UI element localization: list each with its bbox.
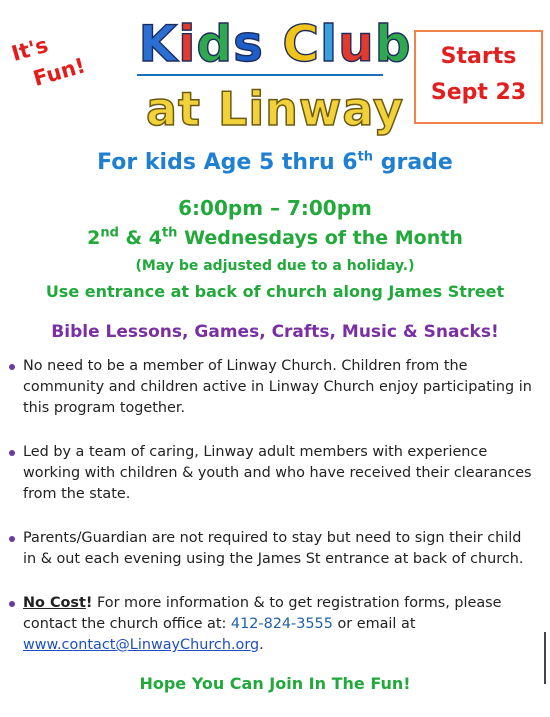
title-letter: C (282, 15, 321, 73)
title-letter: i (178, 15, 197, 73)
bullet-dot-icon (9, 450, 15, 456)
its-fun-line1: It's (8, 32, 51, 66)
activities-list: Bible Lessons, Games, Crafts, Music & Snacks! (51, 322, 499, 342)
age-grade: grade (373, 150, 453, 175)
days-n1: 2 (87, 227, 101, 249)
age-text: For kids Age 5 thru 6 (97, 150, 358, 175)
title-letter (264, 14, 282, 74)
its-fun-line2: Fun! (30, 53, 88, 91)
age-sup: th (357, 149, 374, 165)
final-period: . (259, 637, 264, 653)
days-mid: & 4 (118, 227, 162, 249)
title-letter: K (138, 15, 179, 73)
closing-line: Hope You Can Join In The Fun! (139, 674, 411, 693)
meeting-time: 6:00pm – 7:00pm (178, 196, 372, 220)
bullet-text: No need to be a member of Linway Church. Children from the community and children active in Linway Church enjoy participating in this program together. (23, 358, 532, 416)
phone-number[interactable]: 412-824-3555 (230, 616, 333, 632)
at-linway-title: at Linway (146, 82, 404, 136)
list-item (9, 442, 534, 505)
page-edge-mark (544, 632, 546, 684)
days-s1: nd (100, 225, 119, 241)
list-item (9, 356, 534, 419)
list-item (9, 593, 534, 656)
days-s2: th (161, 225, 178, 241)
start-date: Sept 23 (430, 80, 527, 105)
email-intro: or email at (332, 616, 416, 632)
title-letter: b (374, 15, 412, 73)
no-cost-bang: ! (85, 595, 93, 611)
days-post: Wednesdays of the Month (177, 227, 463, 249)
title-letter: u (338, 15, 375, 73)
title-letter: l (320, 15, 339, 73)
title-letter: d (196, 15, 234, 73)
meeting-days (0, 227, 550, 249)
bullet-dot-icon (9, 536, 15, 542)
title-underline (137, 74, 383, 76)
bullet-dot-icon (9, 601, 15, 607)
info-text: For more information & to get registration forms, please contact the church office at: (23, 595, 502, 632)
title-letter: s (233, 15, 264, 73)
bullet-text: Parents/Guardian are not required to stay but need to sign their child in & out each evening using the James St entrance at back of church. (23, 530, 524, 567)
email-link[interactable]: www.contact@LinwayChurch.org (23, 637, 260, 653)
age-range (0, 150, 550, 175)
bullet-dot-icon (9, 364, 15, 370)
bullet-text: Led by a team of caring, Linway adult members with experience working with children & youth and who have received their clearances from the state. (23, 444, 532, 502)
starts-label: Starts (440, 44, 517, 69)
holiday-note: (May be adjusted due to a holiday.) (135, 258, 415, 274)
entrance-note: Use entrance at back of church along James Street (45, 282, 505, 301)
list-item (9, 528, 534, 570)
no-cost-label: No Cost (23, 595, 86, 611)
starts-date-box (414, 30, 543, 124)
